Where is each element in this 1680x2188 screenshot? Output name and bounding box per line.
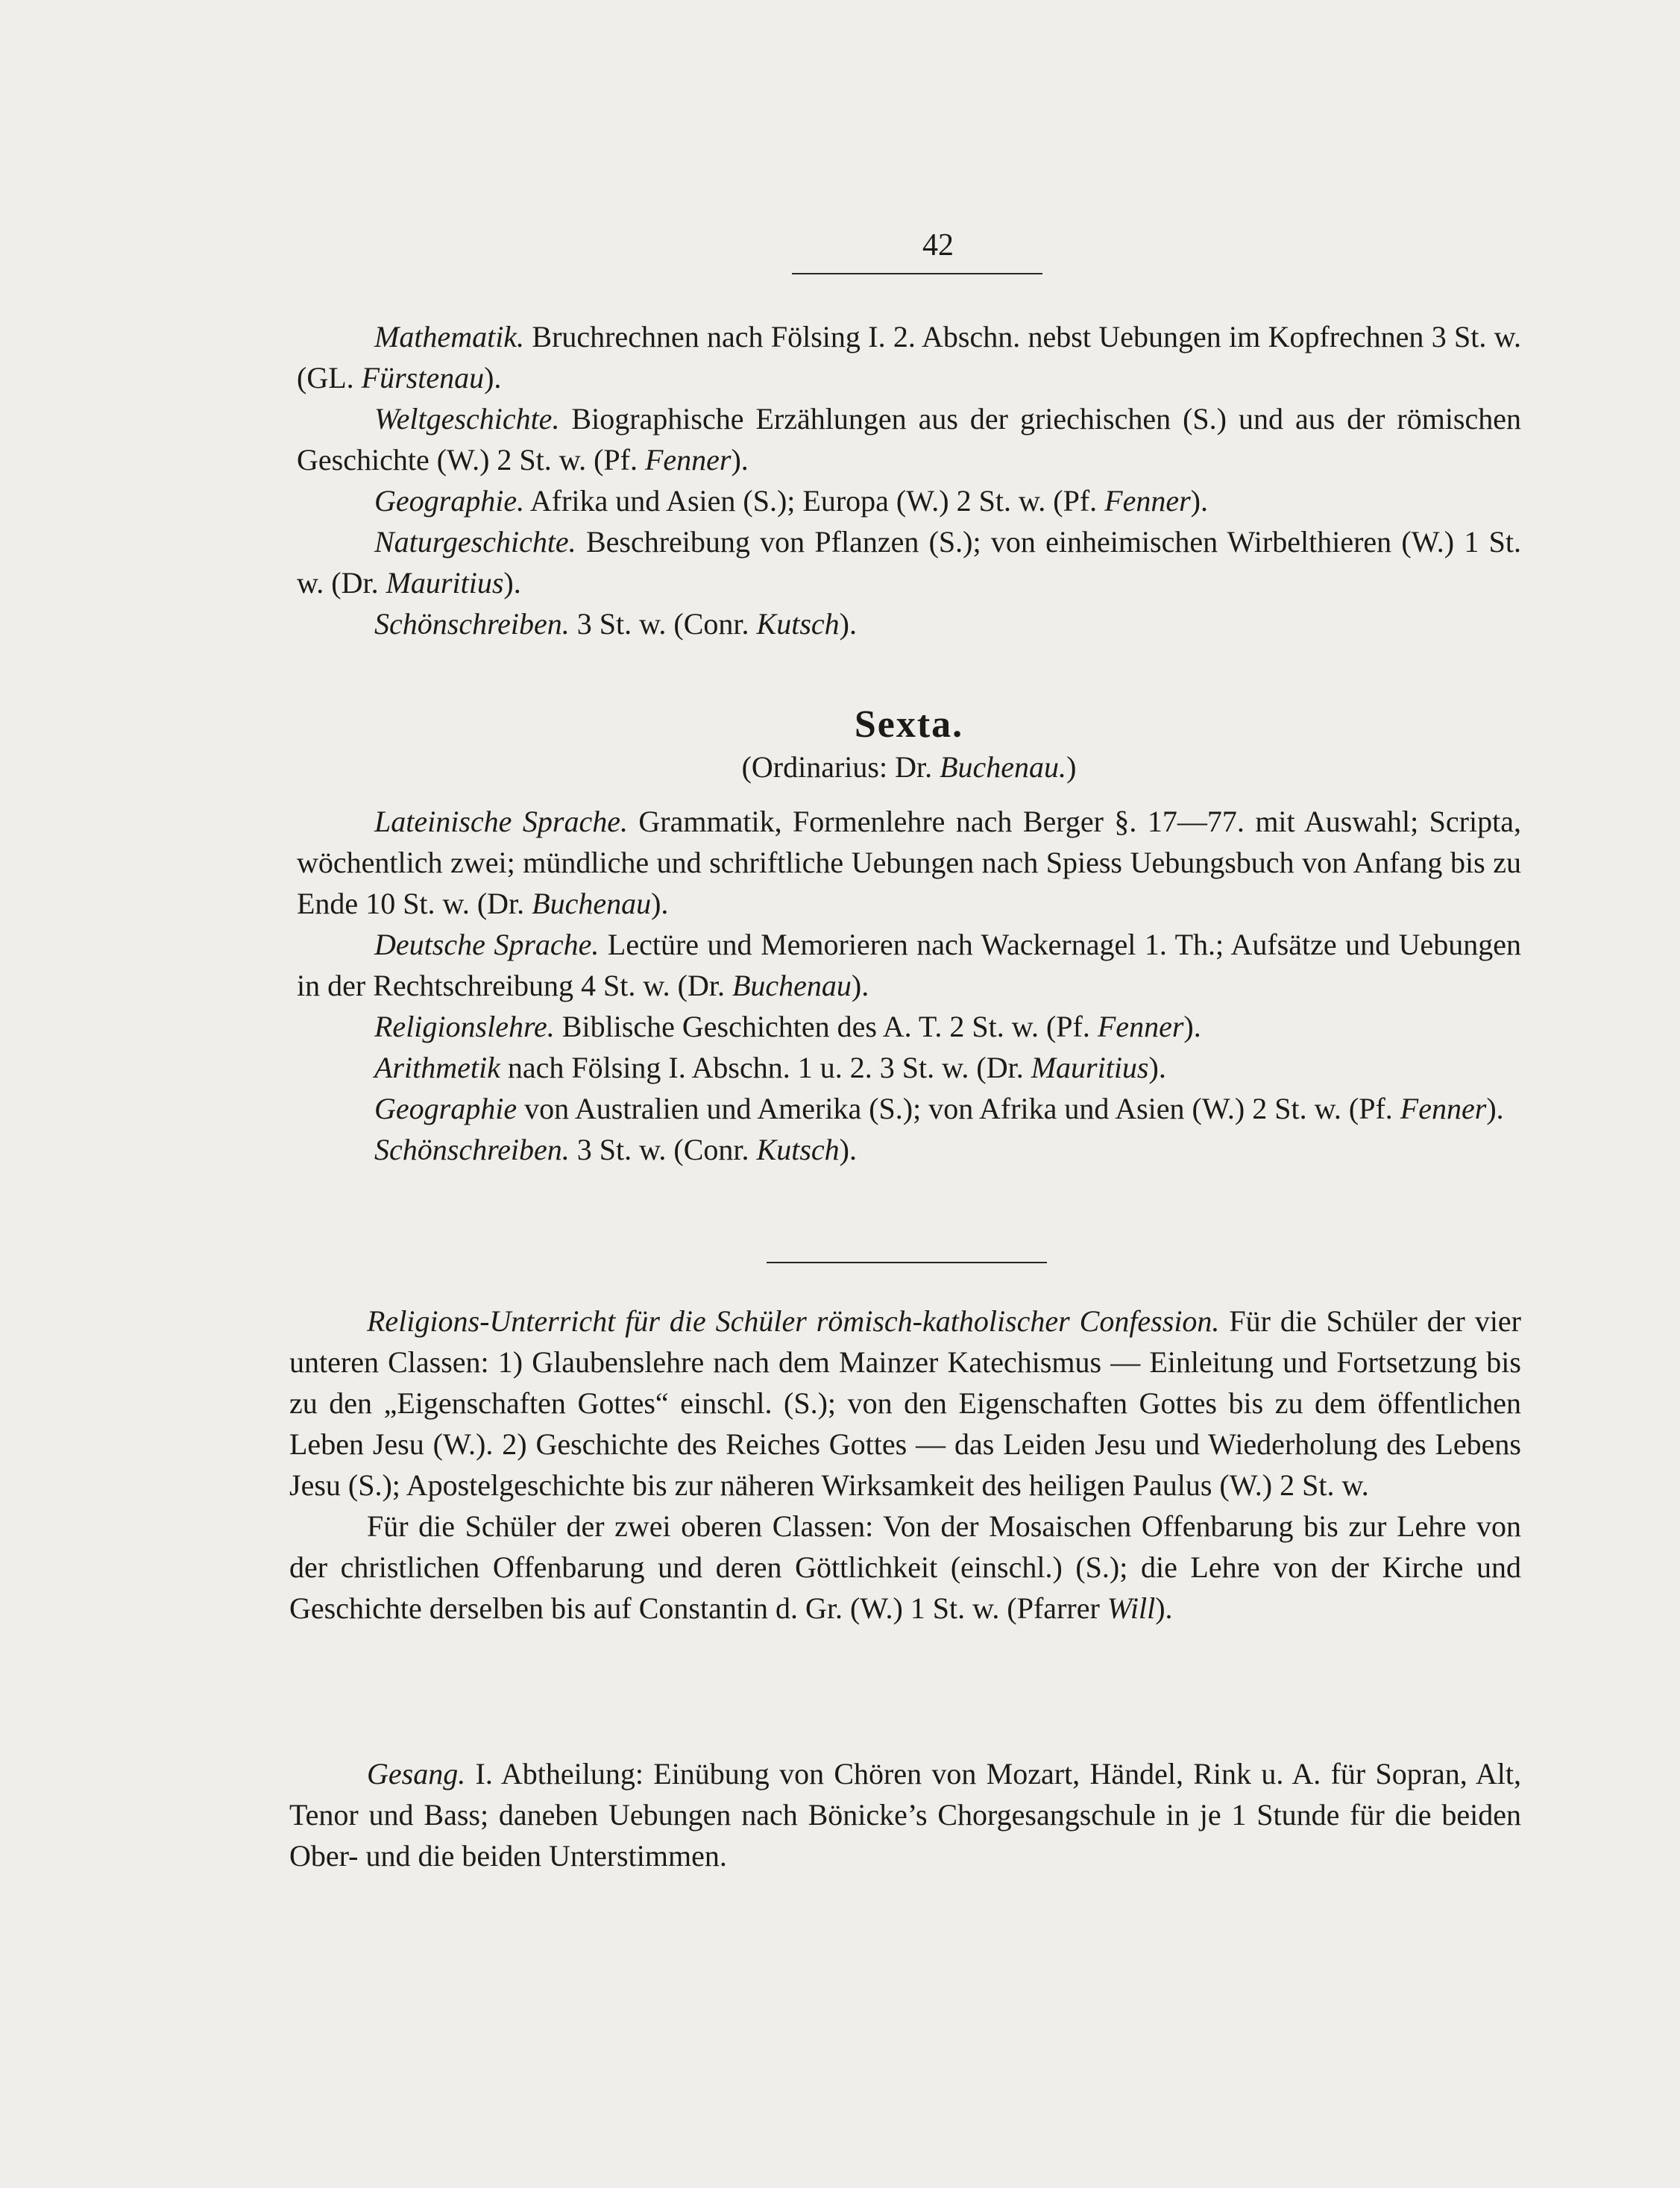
paragraph-religion-lower: [289, 1301, 1521, 1506]
paragraph-deutsch: [297, 924, 1521, 1006]
paragraph-end: ).: [1190, 484, 1208, 518]
paragraph-arithmetik: [297, 1047, 1521, 1088]
paragraph-text: nach Fölsing I. Abschn. 1 u. 2. 3 St. w. (Dr.: [500, 1051, 1031, 1084]
paragraph-geographie: [297, 480, 1521, 521]
teacher-name: Fenner: [644, 443, 732, 477]
paragraph-end: ).: [851, 969, 869, 1002]
subject-label: Naturgeschichte.: [374, 525, 576, 559]
paragraph-end: ).: [1155, 1591, 1173, 1625]
subject-label: Gesang.: [367, 1757, 466, 1791]
subject-label: Schönschreiben.: [374, 607, 570, 641]
subject-label: Geographie: [374, 1092, 517, 1125]
paragraph-end: ).: [731, 443, 749, 477]
subject-label: Schönschreiben.: [374, 1133, 570, 1166]
paragraph-end: ).: [839, 1133, 857, 1166]
subject-label: Weltgeschichte.: [374, 402, 560, 436]
page-number: 42: [922, 228, 954, 263]
teacher-name: Fürstenau: [361, 361, 485, 394]
ordinarius-name: Buchenau.: [940, 750, 1067, 784]
teacher-name: Buchenau: [532, 887, 652, 920]
paragraph-end: ).: [1486, 1092, 1504, 1125]
paragraph-end: ).: [503, 566, 521, 600]
paragraph-text: Lectüre und Memorieren nach Wackernagel 1. Th.; Aufsätze und Uebungen in der Rechtschreibung 4 St. w. (Dr.: [297, 928, 1522, 1002]
teacher-name: Fenner: [1400, 1092, 1487, 1125]
paragraph-religion-upper: [289, 1506, 1521, 1629]
teacher-name: Mauritius: [1031, 1051, 1149, 1084]
paragraph-mathematik: [297, 316, 1521, 398]
sexta-ordinarius: [297, 749, 1521, 785]
subject-label: Religionslehre.: [374, 1010, 555, 1043]
paragraph-end: ).: [1183, 1010, 1201, 1043]
header-rule: [792, 273, 1042, 274]
paragraph-end: ).: [1148, 1051, 1166, 1084]
paragraph-geographie: [297, 1088, 1521, 1129]
paragraph-text: Für die Schüler der vier unteren Classen: 1) Glaubenslehre nach dem Mainzer Katechismus — Einleitung und Fortsetzung bis zu den „Eigenschaften Gottes“ einschl. (S.); von den Eigenschaften Gottes bis zu dem öffentlichen Leben Jesu (W.). 2) Geschichte des Reiches Gottes — das Leiden Jesu und Wiederholung des Lebens Jesu (S.); Apostelgeschichte bis zur näheren Wirksamkeit des heiligen Paulus (W.) 2 St. w.: [289, 1304, 1522, 1502]
sexta-heading: Sexta.: [854, 703, 964, 746]
paragraph-text: Biblische Geschichten des A. T. 2 St. w. (Pf.: [554, 1010, 1098, 1043]
subject-label: Deutsche Sprache.: [374, 928, 600, 961]
paragraph-text: I. Abtheilung: Einübung von Chören von Mozart, Händel, Rink u. A. für Sopran, Alt, Tenor und Bass; daneben Uebungen nach Bönicke’s Chorgesangschule in je 1 Stunde für die beiden Ober- und die beiden Unterstimmen.: [289, 1757, 1521, 1873]
ordinarius-suffix: ): [1066, 750, 1077, 784]
paragraph-schoenschreiben: [297, 603, 1521, 644]
subject-label: Mathematik.: [374, 320, 525, 353]
paragraph-text: Bruchrechnen nach Fölsing I. 2. Abschn. nebst Uebungen im Kopfrechnen 3 St. w. (GL.: [297, 320, 1521, 394]
teacher-name: Fenner: [1097, 1010, 1184, 1043]
paragraph-text: 3 St. w. (Conr.: [569, 1133, 757, 1166]
paragraph-text: Biographische Erzählungen aus der griechischen (S.) und aus der römischen Geschichte (W.) 2 St. w. (Pf.: [297, 402, 1521, 477]
teacher-name: Buchenau: [732, 969, 852, 1002]
religion-section: [289, 1301, 1521, 1629]
paragraph-naturgeschichte: [297, 521, 1521, 603]
gesang-section: [289, 1753, 1521, 1876]
teacher-name: Will: [1107, 1591, 1156, 1625]
paragraph-religion: [297, 1006, 1521, 1047]
paragraph-end: ).: [484, 361, 502, 394]
teacher-name: Kutsch: [756, 607, 840, 641]
section-divider: [767, 1262, 1047, 1263]
paragraph-end: ).: [839, 607, 857, 641]
teacher-name: Kutsch: [756, 1133, 840, 1166]
subject-label: Geographie.: [374, 484, 525, 518]
paragraph-gesang: [289, 1753, 1521, 1876]
paragraph-end: ).: [651, 887, 669, 920]
teacher-name: Fenner: [1104, 484, 1191, 518]
paragraph-weltgeschichte: [297, 398, 1521, 480]
ordinarius-prefix: (Ordinarius: Dr.: [741, 750, 940, 784]
paragraph-text: Afrika und Asien (S.); Europa (W.) 2 St. w. (Pf.: [524, 484, 1105, 518]
paragraph-schoenschreiben: [297, 1129, 1521, 1170]
paragraph-latein: [297, 801, 1521, 924]
paragraph-text: Für die Schüler der zwei oberen Classen: Von der Mosaischen Offenbarung bis zur Lehre von der christlichen Offenbarung und deren Göttlichkeit (einschl.) (S.); die Lehre von der Kirche und Geschichte derselben bis auf Constantin d. Gr. (W.) 1 St. w. (Pfarrer: [289, 1509, 1521, 1625]
subject-label: Religions-Unterricht für die Schüler römisch-katholischer Confession.: [367, 1304, 1220, 1338]
previous-class-section: [297, 316, 1521, 644]
paragraph-text: 3 St. w. (Conr.: [569, 607, 757, 641]
subject-label: Lateinische Sprache.: [374, 805, 628, 838]
teacher-name: Mauritius: [386, 566, 504, 600]
paragraph-text: Beschreibung von Pflanzen (S.); von einheimischen Wirbelthieren (W.) 1 St. w. (Dr.: [297, 525, 1521, 600]
paragraph-text: Grammatik, Formenlehre nach Berger §. 17—77. mit Auswahl; Scripta, wöchentlich zwei; mündliche und schriftliche Uebungen nach Spiess Uebungsbuch von Anfang bis zu Ende 10 St. w. (Dr.: [297, 805, 1521, 920]
paragraph-text: von Australien und Amerika (S.); von Afrika und Asien (W.) 2 St. w. (Pf.: [517, 1092, 1400, 1125]
subject-label: Arithmetik: [374, 1051, 500, 1084]
sexta-section: [297, 801, 1521, 1170]
